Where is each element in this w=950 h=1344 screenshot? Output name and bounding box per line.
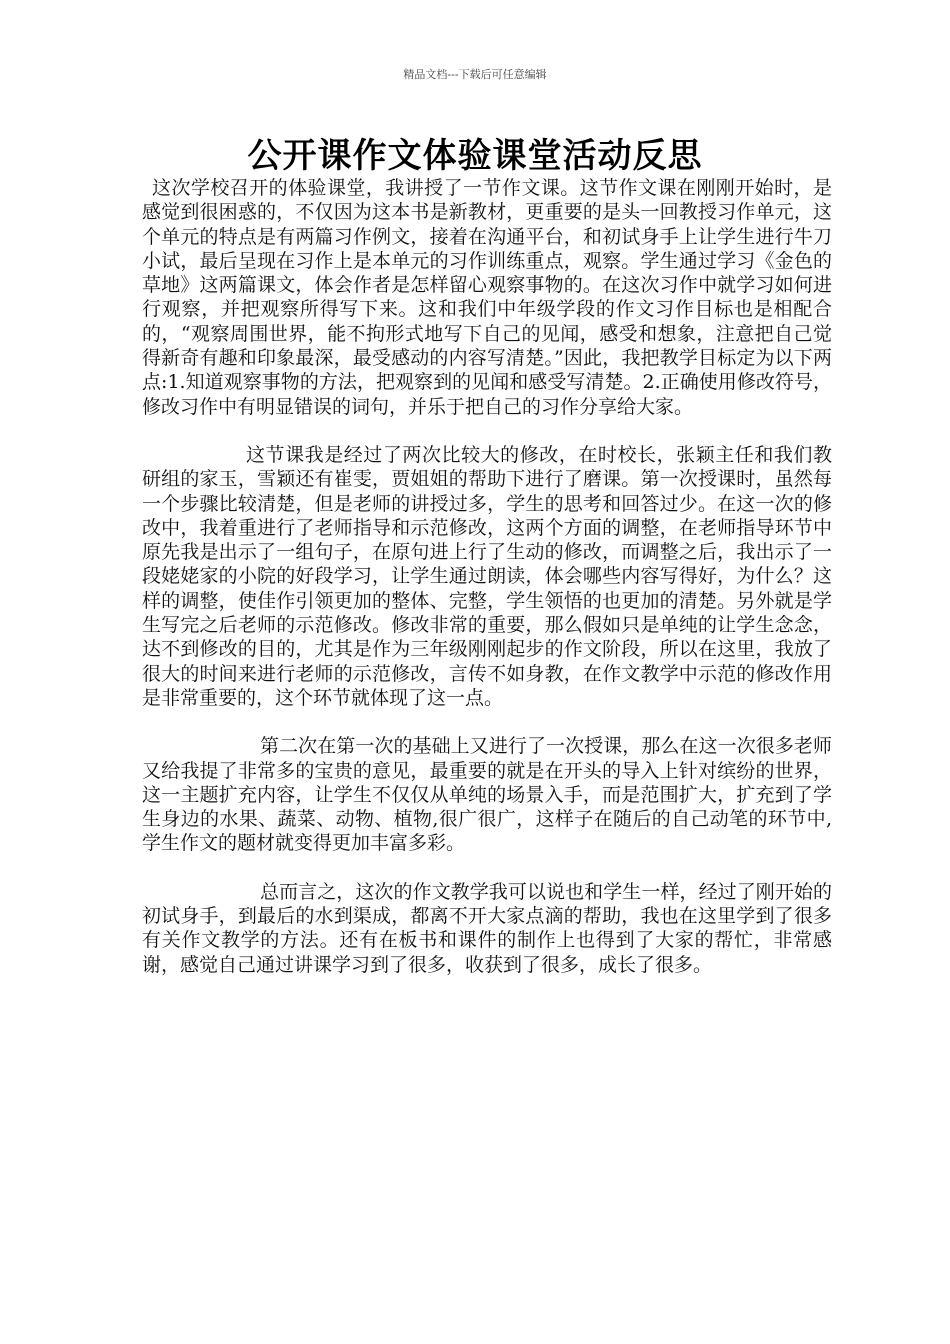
document-title: 公开课作文体验课堂活动反思 <box>247 136 703 176</box>
paragraph-1: 这次学校召开的体验课堂，我讲授了一节作文课。这节作文课在刚刚开始时，是感觉到很困惑的，不仅因为这本书是新教材，更重要的是头一回教授习作单元，这个单元的特点是有两篇习作例文，接着在沟通平台，和初试身手上让学生进行牛刀小试，最后呈现在习作上是本单元的习作训练重点，观察。学生通过学习《金色的草地》这两篇课文，体会作者是怎样留心观察事物的。在这次习作中就学习如何进行观察，并把观察所得写下来。这和我们中年级学段的作文习作目标也是相配合的，“观察周围世界，能不拘形式地写下自己的见闻，感受和想象，注意把自己觉得新奇有趣和印象最深，最受感动的内容写清楚。”因此，我把教学目标定为以下两点:1.知道观察事物的方法，把观察到的见闻和感受写清楚。2.正确使用修改符号，修改习作中有明显错误的词句，并乐于把自己的习作分享给大家。 <box>142 177 832 418</box>
document-body <box>142 176 832 1001</box>
paragraph-2: 这节课我是经过了两次比较大的修改，在时校长，张颖主任和我们教研组的家玉，雪颖还有崔雯，贾姐姐的帮助下进行了磨课。第一次授课时，虽然每一个步骤比较清楚，但是老师的讲授过多，学生的思考和回答过少。在这一次的修改中，我着重进行了老师指导和示范修改，这两个方面的调整，在老师指导环节中原先我是出示了一组句子，在原句进上行了生动的修改，而调整之后，我出示了一段姥姥家的小院的好段学习，让学生通过朗读，体会哪些内容写得好，为什么？这样的调整，使佳作引领更加的整体、完整，学生领悟的也更加的清楚。另外就是学生写完之后老师的示范修改。修改非常的重要，那么假如只是单纯的让学生念念，达不到修改的目的，尤其是作为三年级刚刚起步的作文阶段，所以在这里，我放了很大的时间来进行老师的示范修改，言传不如身教，在作文教学中示范的修改作用是非常重要的，这个环节就体现了这一点。 <box>142 443 832 709</box>
paragraph-4: 总而言之，这次的作文教学我可以说也和学生一样，经过了刚开始的初试身手，到最后的水到渠成，都离不开大家点滴的帮助，我也在这里学到了很多有关作文教学的方法。还有在板书和课件的制作上也得到了大家的帮忙，非常感谢，感觉自己通过讲课学习到了很多，收获到了很多，成长了很多。 <box>142 880 832 976</box>
header-note: 精品文档---下载后可任意编辑 <box>403 68 547 81</box>
paragraph-3: 第二次在第一次的基础上又进行了一次授课，那么在这一次很多老师又给我提了非常多的宝贵的意见，最重要的就是在开头的导入上针对缤纷的世界，这一主题扩充内容，让学生不仅仅从单纯的场景入手，而是范围扩大，扩充到了学生身边的水果、蔬菜、动物、植物,很广很广，这样子在随后的自己动笔的环节中,学生作文的题材就变得更加丰富多彩。 <box>142 735 832 855</box>
